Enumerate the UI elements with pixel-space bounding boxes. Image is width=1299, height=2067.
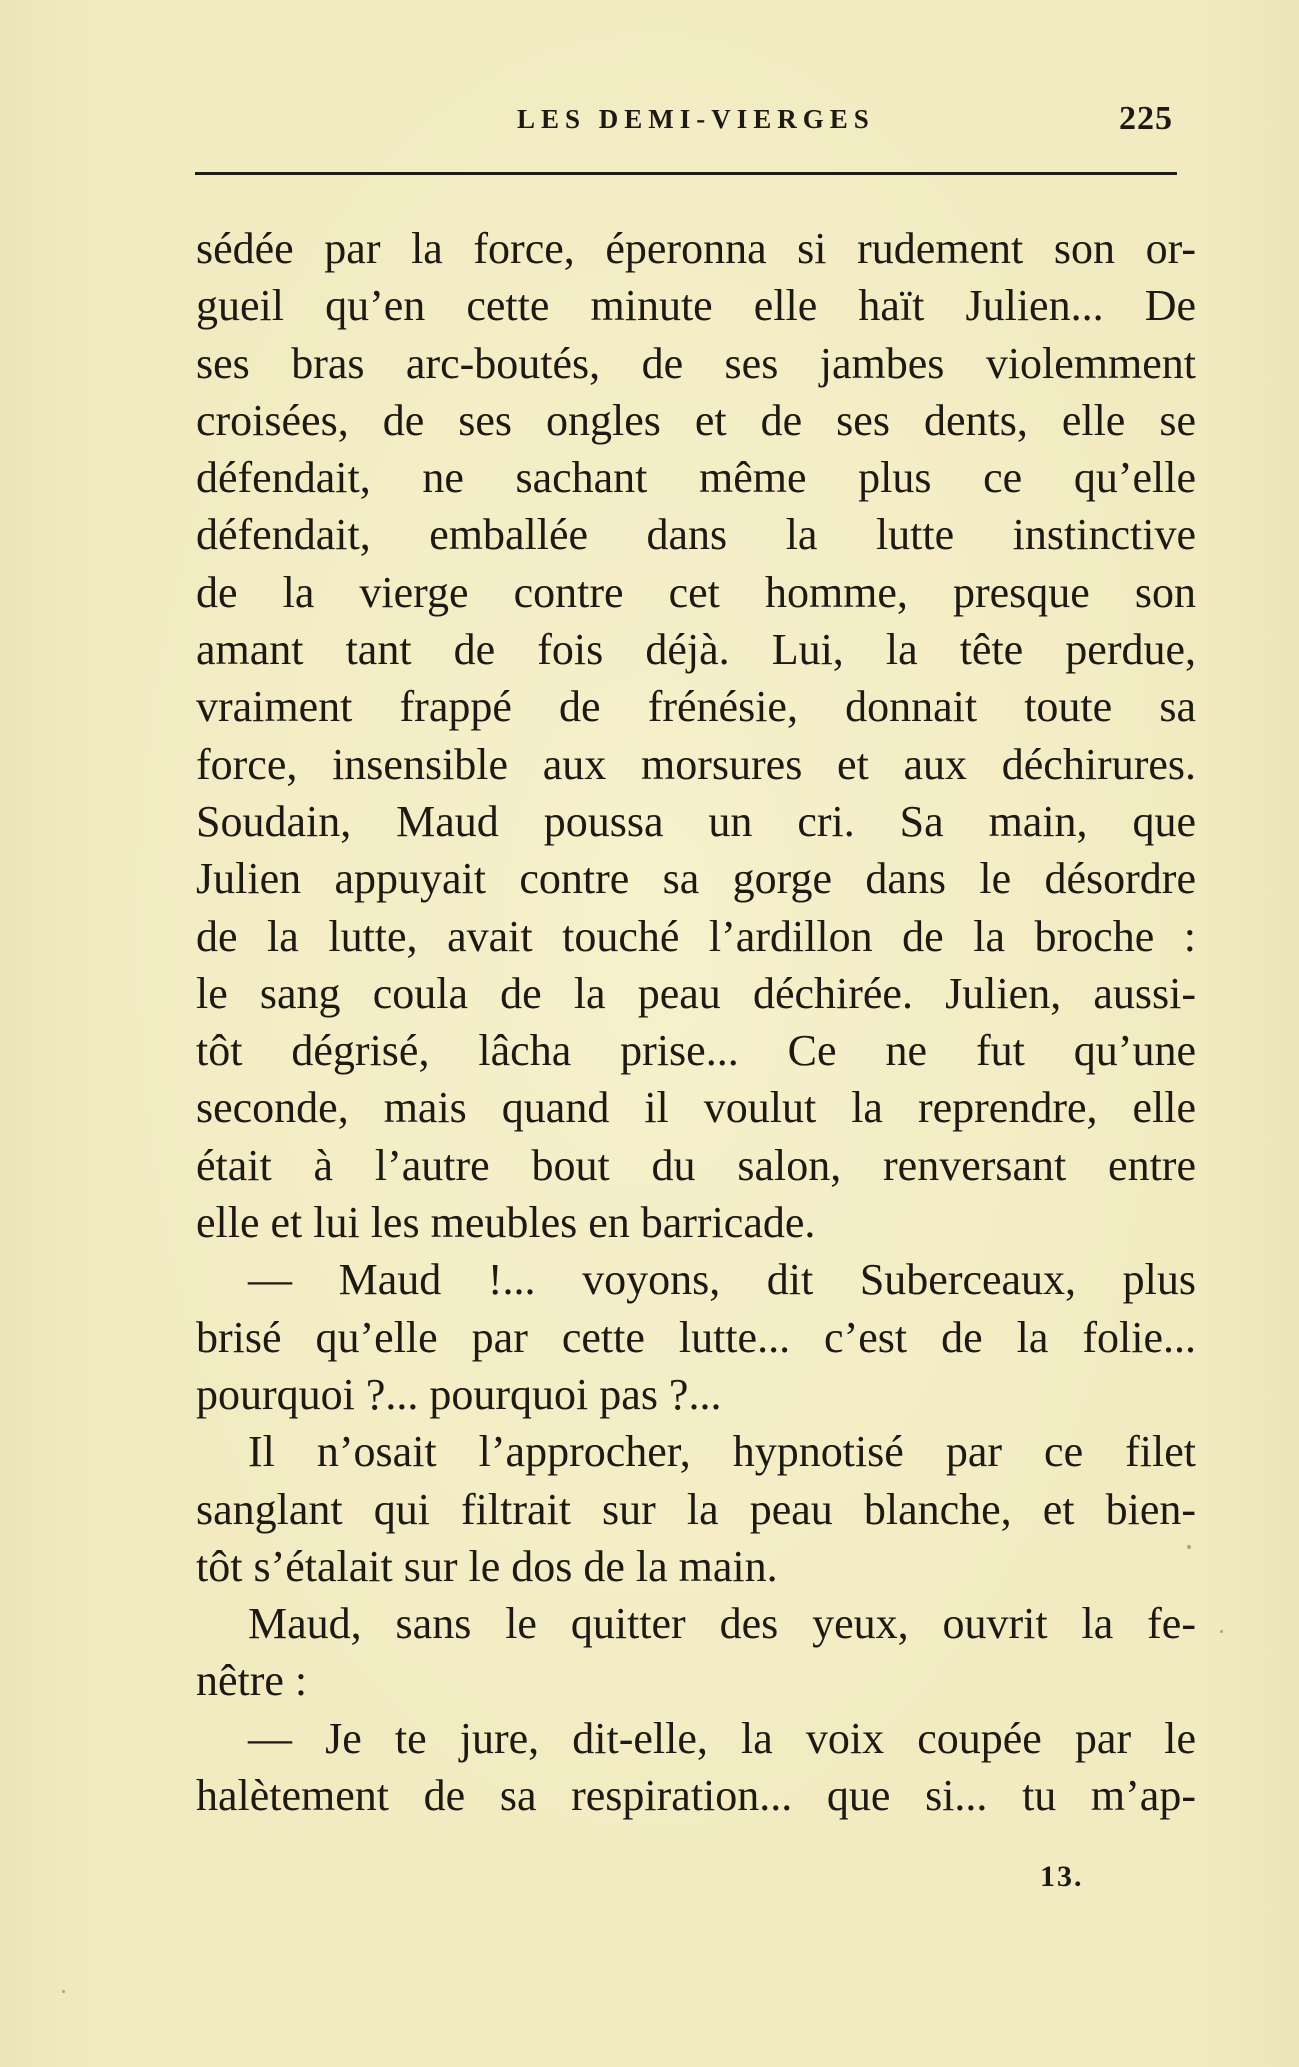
text-line: gueil qu’en cette minute elle haït Julien... De xyxy=(196,281,1196,331)
text-line: Il n’osait l’approcher, hypnotisé par ce filet xyxy=(248,1427,1196,1477)
text-line: halètement de sa respiration... que si... tu m’ap- xyxy=(196,1771,1196,1821)
text-line: ses bras arc-boutés, de ses jambes violemment xyxy=(196,338,1196,388)
text-line: défendait, emballée dans la lutte instinctive xyxy=(196,510,1196,560)
text-line: — Maud !... voyons, dit Suberceaux, plus xyxy=(248,1255,1196,1305)
text-line: le sang coula de la peau déchirée. Julien, aussi- xyxy=(196,968,1196,1018)
text-line: tôt s’étalait sur le dos de la main. xyxy=(196,1541,778,1591)
text-line: vraiment frappé de frénésie, donnait toute sa xyxy=(196,682,1196,732)
text-line: nêtre : xyxy=(196,1656,308,1706)
text-line: — Je te jure, dit-elle, la voix coupée par le xyxy=(248,1713,1196,1763)
signature-mark: 13. xyxy=(1040,1860,1084,1893)
text-line: pourquoi ?... pourquoi pas ?... xyxy=(196,1369,722,1419)
page-number: 225 xyxy=(1119,100,1173,137)
text-line: défendait, ne sachant même plus ce qu’elle xyxy=(196,453,1196,503)
running-head xyxy=(195,100,1195,144)
text-line: tôt dégrisé, lâcha prise... Ce ne fut qu’une xyxy=(196,1026,1196,1076)
text-line: de la vierge contre cet homme, presque son xyxy=(196,567,1196,617)
text-line: était à l’autre bout du salon, renversant entre xyxy=(196,1140,1196,1190)
paper-speck xyxy=(62,1990,65,1993)
text-line: sanglant qui filtrait sur la peau blanche, et bien- xyxy=(196,1484,1196,1534)
running-title: LES DEMI-VIERGES xyxy=(517,104,875,134)
text-line: Maud, sans le quitter des yeux, ouvrit la fe- xyxy=(248,1599,1196,1649)
paper-speck xyxy=(1187,1545,1191,1549)
header-rule xyxy=(195,172,1177,175)
paper-speck xyxy=(1220,1630,1223,1633)
text-line: force, insensible aux morsures et aux déchirures. xyxy=(196,739,1196,789)
text-line: seconde, mais quand il voulut la reprendre, elle xyxy=(196,1083,1196,1133)
text-line: Soudain, Maud poussa un cri. Sa main, que xyxy=(196,796,1196,846)
text-line: brisé qu’elle par cette lutte... c’est de la folie... xyxy=(196,1312,1196,1362)
body-text xyxy=(196,220,1196,1824)
text-line: sédée par la force, éperonna si rudement son or- xyxy=(196,224,1196,273)
text-line: amant tant de fois déjà. Lui, la tête perdue, xyxy=(196,625,1196,675)
text-line: croisées, de ses ongles et de ses dents, elle se xyxy=(196,395,1196,445)
text-line: elle et lui les meubles en barricade. xyxy=(196,1198,816,1248)
text-line: Julien appuyait contre sa gorge dans le désordre xyxy=(196,854,1196,904)
text-line: de la lutte, avait touché l’ardillon de la broche : xyxy=(196,911,1196,961)
